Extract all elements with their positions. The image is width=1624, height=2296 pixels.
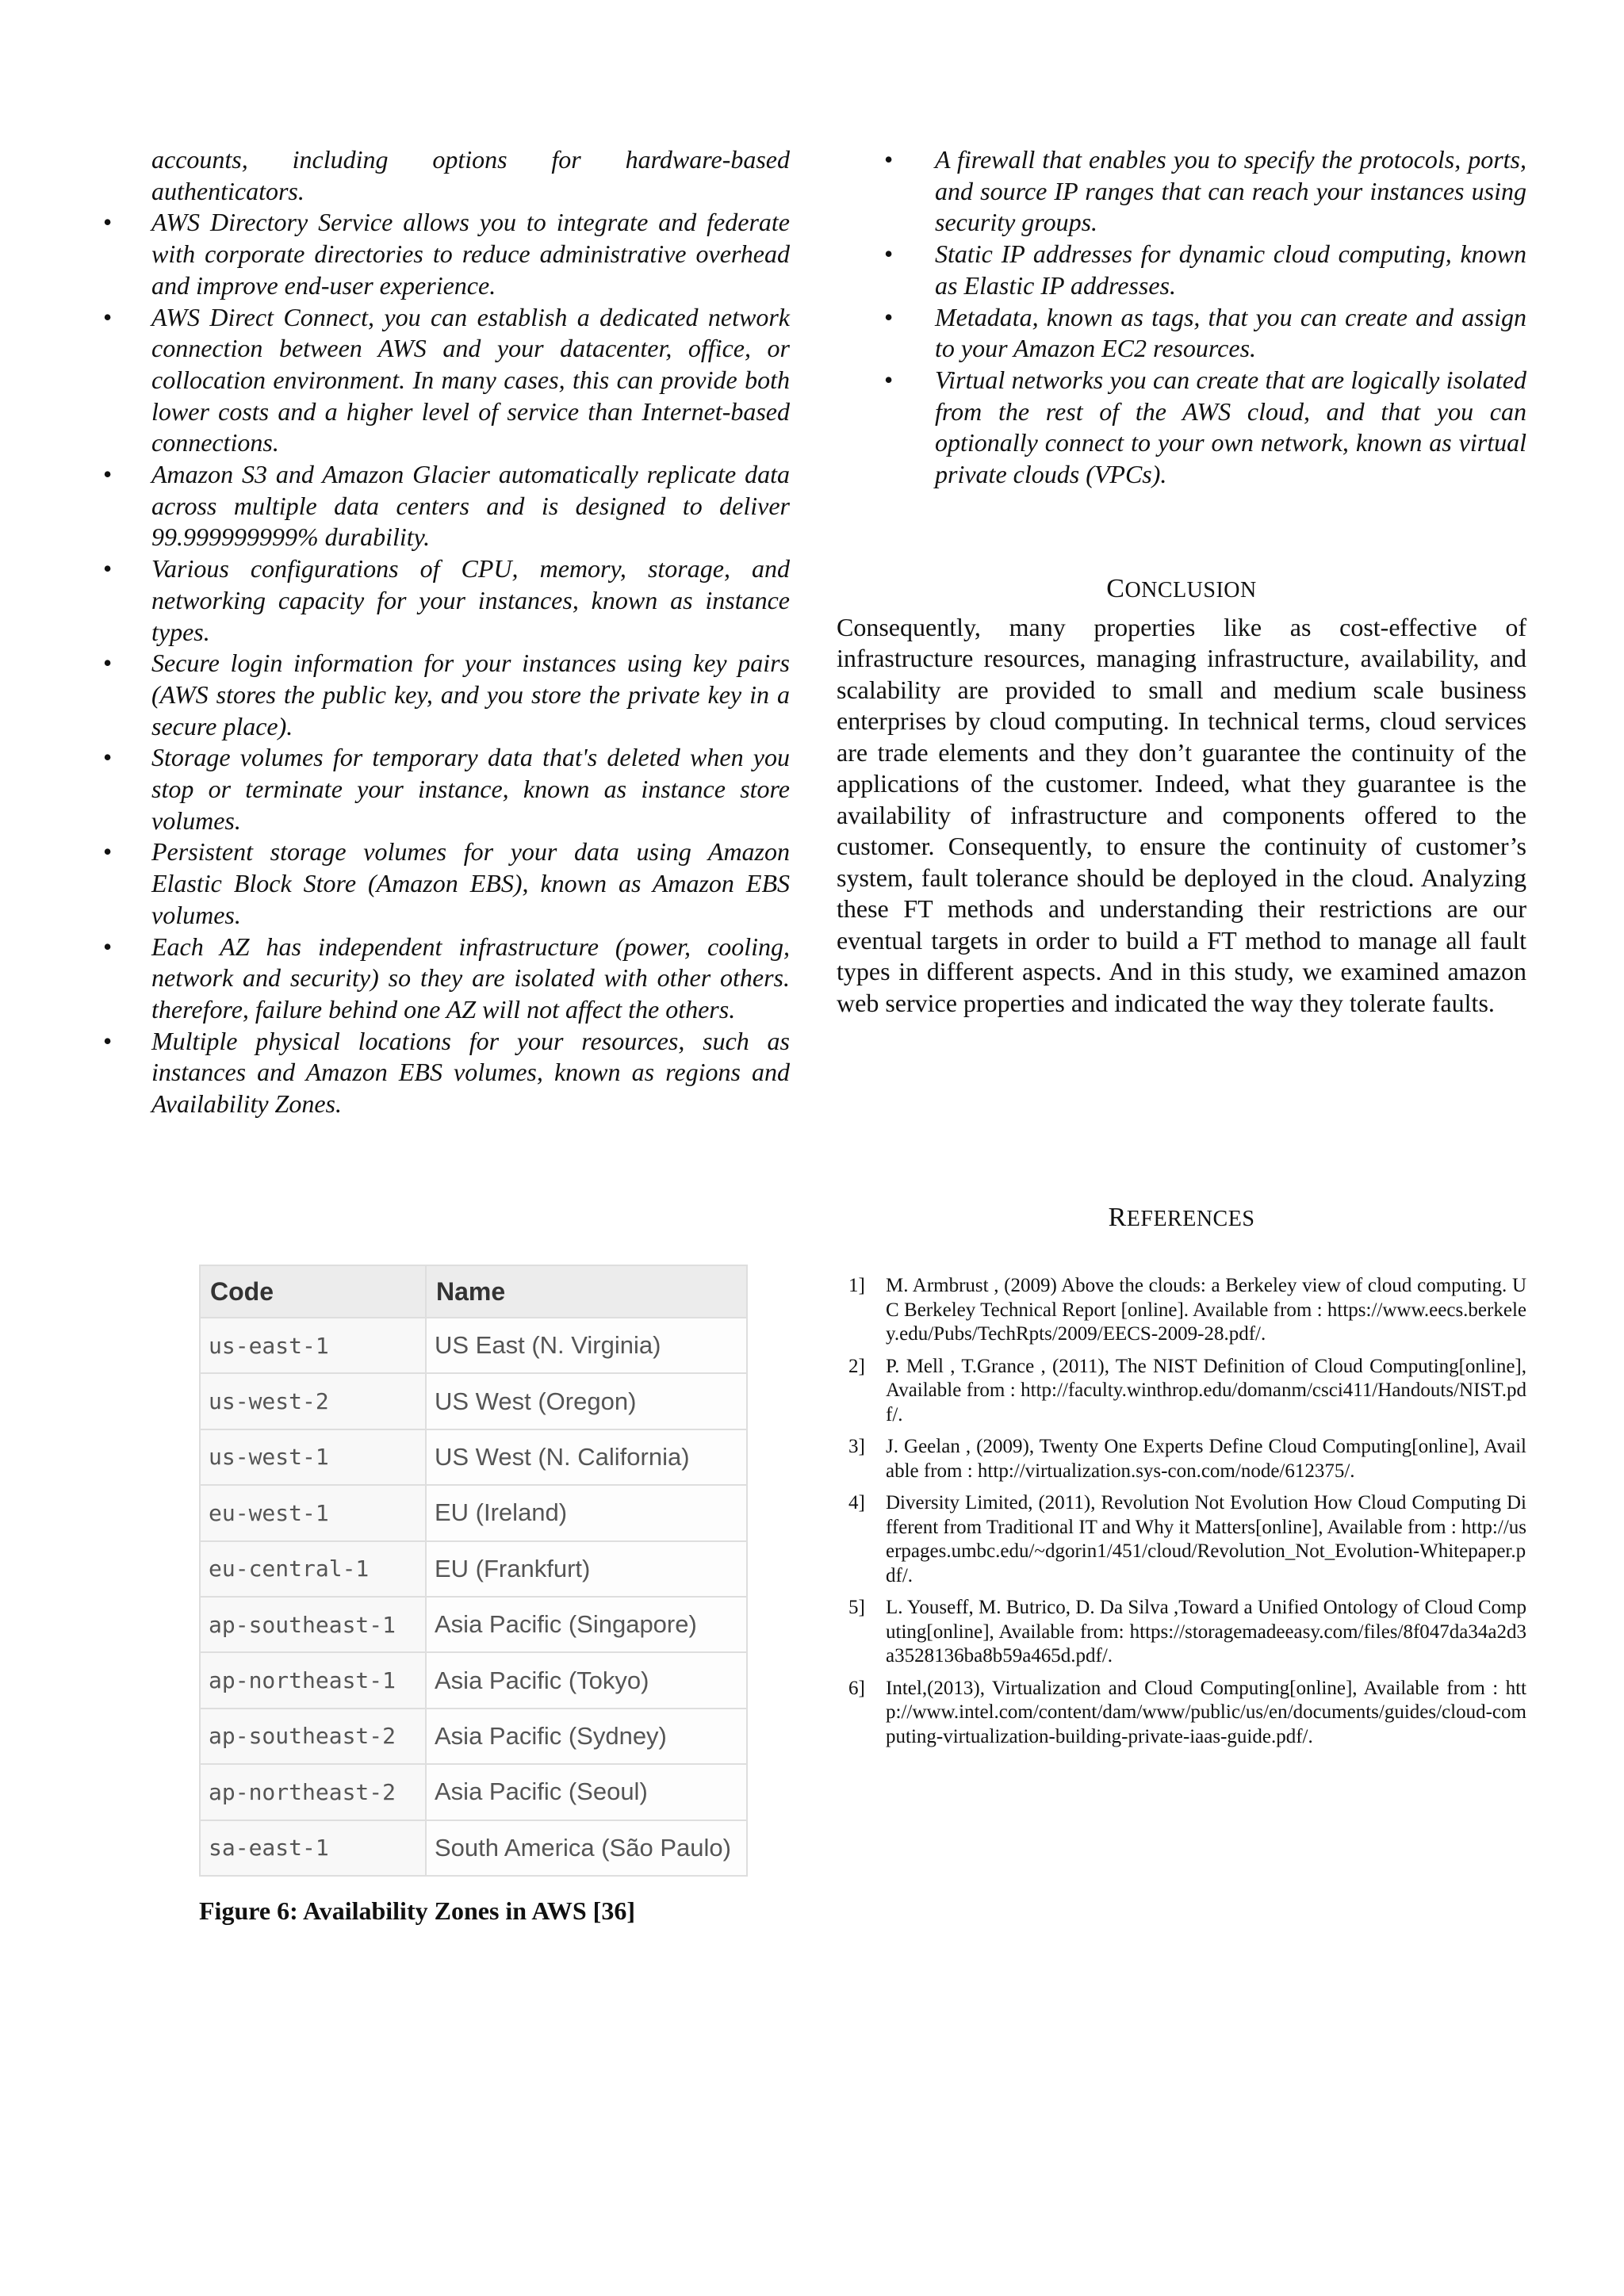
region-code: eu-west-1	[200, 1485, 426, 1540]
table-row	[200, 1373, 747, 1429]
references-heading: REFERENCES	[1108, 1203, 1255, 1233]
list-item: • Secure login information for your instances using key pairs (AWS stores the public key, and you store the private key in a secure place).	[103, 649, 790, 740]
list-item: • Each AZ has independent infrastructure (power, cooling, network and security) so they are isolated with other others. therefore, failure behind one AZ will not affect the others.	[103, 932, 790, 1024]
table-header-row	[200, 1265, 747, 1318]
reference-list	[837, 1274, 1526, 1749]
region-name: Asia Pacific (Tokyo)	[426, 1652, 747, 1708]
table-row	[200, 1541, 747, 1597]
reference-item: 1] M. Armbrust , (2009) Above the clouds: a Berkeley view of cloud computing. UC Berkeley Technical Report [online]. Available from : https://www.eecs.berkeley.edu/Pubs/TechRpts/2009/EECS-2009-28.pdf/.	[848, 1275, 1526, 1345]
column-header-name: Name	[426, 1265, 747, 1318]
table-row	[200, 1597, 747, 1652]
bullet-icon: •	[103, 743, 113, 772]
figure-caption: Figure 6: Availability Zones in AWS [36]	[199, 1896, 635, 1925]
bullet-icon: •	[884, 302, 894, 331]
bullet-icon: •	[103, 302, 113, 331]
list-item: • Static IP addresses for dynamic cloud computing, known as Elastic IP addresses.	[884, 239, 1526, 300]
region-name: US West (Oregon)	[426, 1373, 747, 1429]
region-code: us-west-1	[200, 1429, 426, 1485]
conclusion-heading: CONCLUSION	[1106, 573, 1257, 603]
bullet-icon: •	[884, 239, 894, 269]
list-item: • Virtual networks you can create that are logically isolated from the rest of the AWS cloud, and that you can optionally connect to your own network, known as virtual private clouds (VPCs).	[884, 365, 1526, 489]
region-code: us-east-1	[200, 1318, 426, 1373]
reference-item: 5] L. Youseff, M. Butrico, D. Da Silva ,Toward a Unified Ontology of Cloud Computing[online], Available from: https://storagemadeeasy.com/files/8f047da34a2d3a3528136ba8b59a465d.pdf/.	[848, 1597, 1526, 1667]
conclusion-text: Consequently, many properties like as cost-effective of infrastructure resources, managing infrastructure, availability, and scalability are provided to small and medium scale business enterprises by cloud computing. In technical terms, cloud services are trade elements and they don’t guarantee the continuity of the applications of the customer. Indeed, what they guarantee is the availability of infrastructure and components offered to the customer. Consequently, to ensure the continuity of customer’s system, fault tolerance should be deployed in the cloud. Analyzing these FT methods and understanding their restrictions are our eventual targets in order to build a FT method to manage all fault types in different aspects. And in this study, we examined amazon web service properties and indicated the way they tolerate faults.	[837, 612, 1526, 1017]
reference-item: 6] Intel,(2013), Virtualization and Cloud Computing[online], Available from : http://www.intel.com/content/dam/www/public/us/en/documents/guides/cloud-computing-virtualization-building-private-iaas-guide.pdf/.	[848, 1677, 1526, 1747]
region-code: ap-southeast-1	[200, 1597, 426, 1652]
bullet-icon: •	[884, 145, 894, 174]
region-name: Asia Pacific (Seoul)	[426, 1764, 747, 1820]
list-item: • Persistent storage volumes for your data using Amazon Elastic Block Store (Amazon EBS), known as Amazon EBS volumes.	[103, 837, 790, 929]
region-name: US West (N. California)	[426, 1429, 747, 1485]
region-code: ap-northeast-1	[200, 1652, 426, 1708]
table-row	[200, 1709, 747, 1764]
bullet-icon: •	[103, 208, 113, 237]
region-code: sa-east-1	[200, 1820, 426, 1876]
right-bullet-list	[884, 144, 1526, 491]
table-row	[200, 1764, 747, 1820]
region-name: US East (N. Virginia)	[426, 1318, 747, 1373]
bullet-icon: •	[103, 460, 113, 489]
region-name: Asia Pacific (Sydney)	[426, 1709, 747, 1764]
bullet-icon: •	[103, 554, 113, 584]
bullet-icon: •	[884, 365, 894, 394]
region-code: eu-central-1	[200, 1541, 426, 1597]
list-item: • Various configurations of CPU, memory, storage, and networking capacity for your instances, known as instance types.	[103, 554, 790, 646]
region-name: EU (Ireland)	[426, 1485, 747, 1540]
list-item: • A firewall that enables you to specify the protocols, ports, and source IP ranges that can reach your instances using security groups.	[884, 145, 1526, 237]
reference-item: 4] Diversity Limited, (2011), Revolution Not Evolution How Cloud Computing Different from Traditional IT and Why it Matters[online], Available from : http://userpages.umbc.edu/~dgorin1/451/cloud/Revolution_Not_Evolution-Whitepaper.pdf/.	[848, 1492, 1526, 1586]
left-bullet-list	[103, 144, 790, 1120]
region-code: us-west-2	[200, 1373, 426, 1429]
region-name: South America (São Paulo)	[426, 1820, 747, 1876]
bullet-icon: •	[103, 932, 113, 961]
region-code: ap-southeast-2	[200, 1709, 426, 1764]
bullet-continuation: accounts, including options for hardware-based authenticators.	[151, 145, 790, 205]
right-column	[837, 144, 1526, 1757]
reference-item: 3] J. Geelan , (2009), Twenty One Experts Define Cloud Computing[online], Available from : http://virtualization.sys-con.com/node/612375/.	[848, 1436, 1526, 1482]
list-item: • AWS Directory Service allows you to integrate and federate with corporate directories to reduce administrative overhead and improve end-user experience.	[103, 208, 790, 300]
bullet-icon: •	[103, 837, 113, 867]
availability-zones-table	[199, 1265, 748, 1877]
reference-item: 2] P. Mell , T.Grance , (2011), The NIST Definition of Cloud Computing[online], Available from : http://faculty.winthrop.edu/domanm/csci411/Handouts/NIST.pdf/.	[848, 1355, 1526, 1425]
region-name: EU (Frankfurt)	[426, 1541, 747, 1597]
region-name: Asia Pacific (Singapore)	[426, 1597, 747, 1652]
list-item: • Storage volumes for temporary data that's deleted when you stop or terminate your instance, known as instance store volumes.	[103, 743, 790, 835]
bullet-icon: •	[103, 649, 113, 678]
left-column	[103, 144, 790, 1120]
list-item: • Metadata, known as tags, that you can create and assign to your Amazon EC2 resources.	[884, 302, 1526, 363]
region-code: ap-northeast-2	[200, 1764, 426, 1820]
list-item: • AWS Direct Connect, you can establish a dedicated network connection between AWS and your datacenter, office, or collocation environment. In many cases, this can provide both lower costs and a higher level of service than Internet-based connections.	[103, 302, 790, 457]
bullet-icon: •	[103, 1026, 113, 1055]
column-header-code: Code	[200, 1265, 426, 1318]
list-item: • Multiple physical locations for your resources, such as instances and Amazon EBS volumes, known as regions and Availability Zones.	[103, 1026, 790, 1119]
table-row	[200, 1429, 747, 1485]
list-item: • Amazon S3 and Amazon Glacier automatically replicate data across multiple data centers and is designed to deliver 99.999999999% durability.	[103, 460, 790, 552]
table-row	[200, 1318, 747, 1373]
table-row	[200, 1652, 747, 1708]
table-row	[200, 1485, 747, 1540]
table-row	[200, 1820, 747, 1876]
